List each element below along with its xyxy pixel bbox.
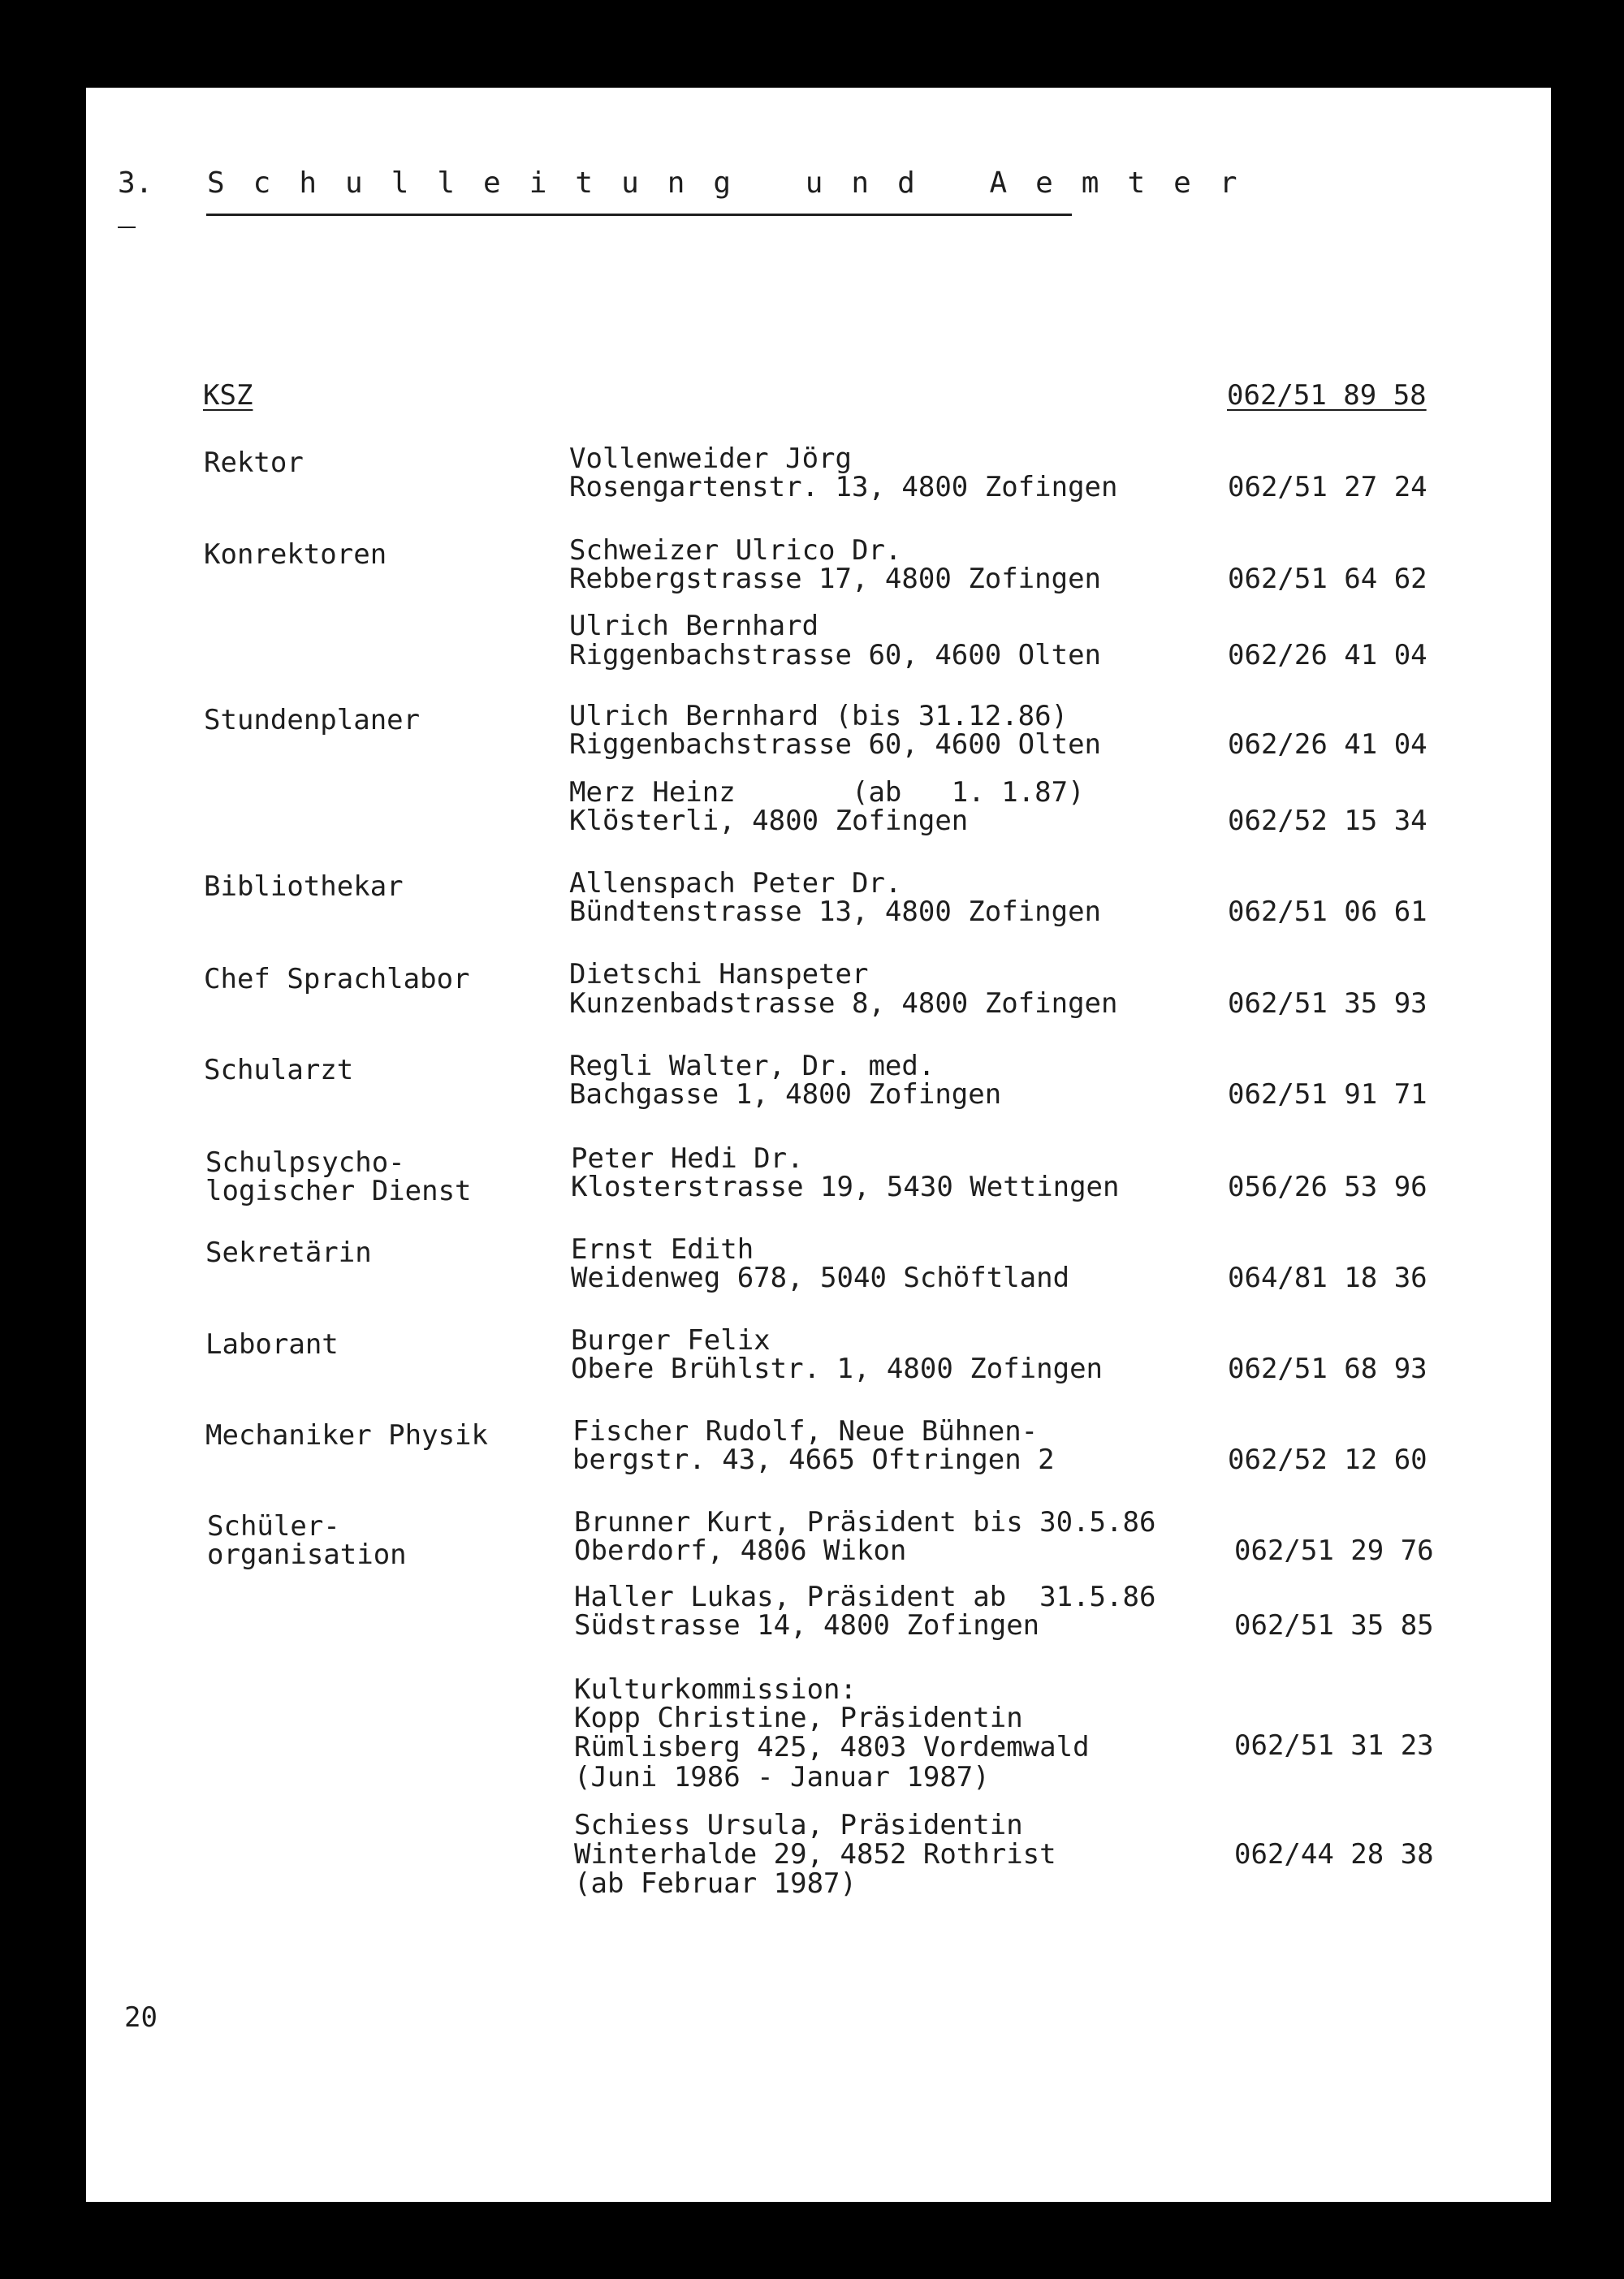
entry-address: Weidenweg 678, 5040 Schöftland xyxy=(571,1262,1070,1294)
role-label: Sekretärin xyxy=(205,1237,372,1269)
section-title-underline xyxy=(206,214,1072,216)
entry-address: Klösterli, 4800 Zofingen xyxy=(569,805,969,837)
role-label: Schulpsycho- xyxy=(205,1146,405,1179)
entry-name: Ulrich Bernhard (bis 31.12.86) xyxy=(569,700,1069,732)
entry-name: Haller Lukas, Präsident ab 31.5.86 xyxy=(574,1581,1156,1613)
role-label: Schüler- xyxy=(207,1510,340,1543)
entry-phone: 062/51 35 85 xyxy=(1234,1609,1434,1642)
entry-address: Bachgasse 1, 4800 Zofingen xyxy=(569,1078,1002,1111)
entry-address: Südstrasse 14, 4800 Zofingen xyxy=(574,1609,1040,1642)
entry-address: Rosengartenstr. 13, 4800 Zofingen xyxy=(569,471,1118,503)
entry-note: (Juni 1986 - Januar 1987) xyxy=(574,1761,990,1793)
section-title: Schulleitung und Aemter xyxy=(207,166,1266,200)
entry-phone: 062/51 27 24 xyxy=(1228,471,1427,503)
entry-phone: 056/26 53 96 xyxy=(1228,1171,1427,1203)
section-number-underline xyxy=(118,227,136,228)
entry-name: Ulrich Bernhard xyxy=(569,610,819,642)
entry-address: Obere Brühlstr. 1, 4800 Zofingen xyxy=(571,1353,1104,1385)
role-label: Konrektoren xyxy=(204,538,387,571)
ksz-label: KSZ xyxy=(203,379,253,412)
role-label: organisation xyxy=(207,1539,407,1571)
entry-name: Schweizer Ulrico Dr. xyxy=(569,534,902,567)
entry-note: (ab Februar 1987) xyxy=(574,1867,857,1900)
role-label: Rektor xyxy=(204,447,304,479)
ksz-phone: 062/51 89 58 xyxy=(1227,379,1427,412)
role-label: Laborant xyxy=(205,1328,339,1361)
entry-address: Riggenbachstrasse 60, 4600 Olten xyxy=(569,728,1102,761)
entry-address: bergstr. 43, 4665 Oftringen 2 xyxy=(572,1444,1055,1476)
entry-phone: 062/44 28 38 xyxy=(1234,1838,1434,1871)
entry-address: Rümlisberg 425, 4803 Vordemwald xyxy=(574,1731,1090,1763)
entry-address: Riggenbachstrasse 60, 4600 Olten xyxy=(569,639,1102,671)
entry-name: Allenspach Peter Dr. xyxy=(569,867,902,900)
entry-name: Peter Hedi Dr. xyxy=(571,1142,804,1175)
role-label: Schularzt xyxy=(204,1054,354,1086)
entry-phone: 062/51 29 76 xyxy=(1234,1534,1434,1567)
entry-name: Vollenweider Jörg xyxy=(569,442,852,475)
entry-name: Burger Felix xyxy=(571,1324,771,1357)
entry-phone: 064/81 18 36 xyxy=(1228,1262,1427,1294)
entry-name: Ernst Edith xyxy=(571,1233,754,1266)
entry-phone: 062/52 12 60 xyxy=(1228,1444,1427,1476)
role-label: Chef Sprachlabor xyxy=(204,963,470,995)
entry-phone: 062/26 41 04 xyxy=(1228,728,1427,761)
page-number: 20 xyxy=(124,2001,158,2034)
entry-phone: 062/51 06 61 xyxy=(1228,896,1427,928)
entry-phone: 062/26 41 04 xyxy=(1228,639,1427,671)
entry-address: Bündtenstrasse 13, 4800 Zofingen xyxy=(569,896,1102,928)
entry-name: Kopp Christine, Präsidentin xyxy=(574,1702,1023,1734)
entry-name: Brunner Kurt, Präsident bis 30.5.86 xyxy=(574,1506,1156,1539)
role-label: Stundenplaner xyxy=(204,704,421,736)
entry-name: Merz Heinz (ab 1. 1.87) xyxy=(569,776,1085,809)
entry-phone: 062/52 15 34 xyxy=(1228,805,1427,837)
entry-address: Rebbergstrasse 17, 4800 Zofingen xyxy=(569,563,1102,595)
entry-phone: 062/51 68 93 xyxy=(1228,1353,1427,1385)
role-label: Mechaniker Physik xyxy=(205,1419,488,1452)
section-number: 3. xyxy=(118,166,153,200)
entry-name: Regli Walter, Dr. med. xyxy=(569,1050,935,1082)
entry-phone: 062/51 64 62 xyxy=(1228,563,1427,595)
role-label: Bibliothekar xyxy=(204,870,404,903)
kultur-heading: Kulturkommission: xyxy=(574,1673,857,1706)
entry-phone: 062/51 35 93 xyxy=(1228,987,1427,1020)
entry-address: Kunzenbadstrasse 8, 4800 Zofingen xyxy=(569,987,1118,1020)
entry-phone: 062/51 91 71 xyxy=(1228,1078,1427,1111)
entry-address: Oberdorf, 4806 Wikon xyxy=(574,1534,907,1567)
role-label: logischer Dienst xyxy=(205,1175,472,1207)
entry-name: Fischer Rudolf, Neue Bühnen- xyxy=(572,1415,1039,1448)
entry-name: Dietschi Hanspeter xyxy=(569,958,869,991)
entry-address: Winterhalde 29, 4852 Rothrist xyxy=(574,1838,1056,1871)
entry-phone: 062/51 31 23 xyxy=(1234,1729,1434,1762)
entry-name: Schiess Ursula, Präsidentin xyxy=(574,1809,1023,1841)
entry-address: Klosterstrasse 19, 5430 Wettingen xyxy=(571,1171,1120,1203)
